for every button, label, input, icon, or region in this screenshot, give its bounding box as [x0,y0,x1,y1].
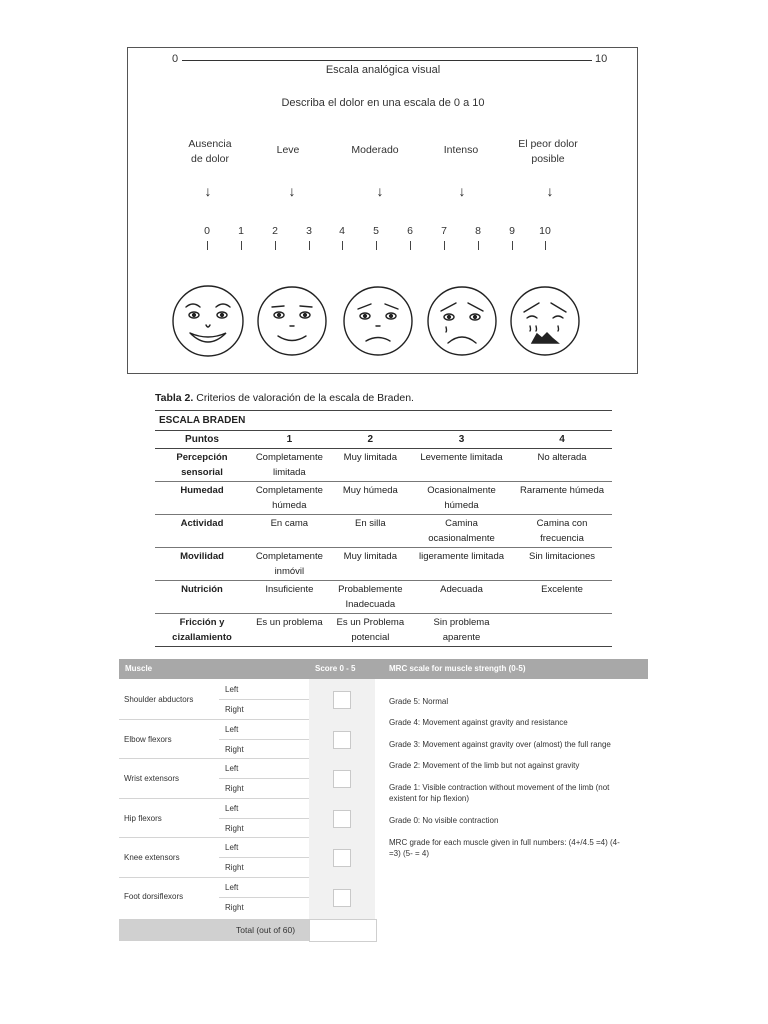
score-input[interactable] [333,731,351,749]
scale-number: 0 [204,225,210,237]
total-score-field[interactable] [309,919,377,942]
scale-tick [342,241,343,250]
braden-header: Puntos [155,431,249,449]
table-cell: Excelente [512,581,612,614]
score-input[interactable] [333,770,351,788]
down-arrow-icon: ↓ [376,183,384,199]
side-left-label: Left [225,725,239,734]
score-input[interactable] [333,810,351,828]
side-right-label: Right [225,784,244,793]
braden-table [155,410,612,647]
total-row [119,919,309,941]
side-left-label: Left [225,764,239,773]
side-left-label: Left [225,685,239,694]
scale-number: 10 [539,225,551,237]
muscle-label: Foot dorsiflexors [124,892,184,901]
braden-header: 1 [249,431,330,449]
scale-tick [410,241,411,250]
neutral-face-icon [344,287,412,355]
scale-tick [512,241,513,250]
table-cell: Muy limitada [330,548,411,581]
side-right-label: Right [225,745,244,754]
side-right-label: Right [225,863,244,872]
table-cell: Insuficiente [249,581,330,614]
grade-description: Grade 4: Movement against gravity and resistance [389,718,568,727]
total-label: Total (out of 60) [236,925,296,935]
side-right-label: Right [225,705,244,714]
row-label: Actividad [155,515,249,548]
descriptor-leve: Leve [276,144,300,156]
row-label: Movilidad [155,548,249,581]
descriptor-ausencia: Ausencia de dolor [188,138,232,165]
table-cell: Sin limitaciones [512,548,612,581]
braden-header: 3 [411,431,512,449]
table-cell: Levemente limitada [411,449,512,482]
scale-number: 5 [373,225,379,237]
grade-description: Grade 2: Movement of the limb but not against gravity [389,761,580,770]
mrc-table [119,659,648,941]
grade-description: Grade 1: Visible contraction without movement of the limb (not existent for hip flexion) [389,783,610,803]
scale-number: 7 [441,225,447,237]
header-scale: MRC scale for muscle strength (0-5) [389,664,526,673]
table-cell: Completamente inmóvil [249,548,330,581]
score-input[interactable] [333,849,351,867]
row-label: Humedad [155,482,249,515]
scale-tick [241,241,242,250]
braden-caption: Tabla 2. Criterios de valoración de la escala de Braden. [155,392,414,404]
side-left-label: Left [225,883,239,892]
table-cell: ligeramente limitada [411,548,512,581]
sad-face-icon [428,287,496,355]
pain-faces [170,280,590,362]
table-cell: Muy húmeda [330,482,411,515]
braden-header: 2 [330,431,411,449]
side-left-label: Left [225,843,239,852]
table-cell: Camina ocasionalmente [411,515,512,548]
down-arrow-icon: ↓ [458,183,466,199]
table-cell: Es un problema [249,614,330,647]
table-cell: Adecuada [411,581,512,614]
braden-header: 4 [512,431,612,449]
row-label: Nutrición [155,581,249,614]
scale-end-label: 10 [595,53,608,65]
braden-title: ESCALA BRADEN [155,411,612,431]
grade-description: Grade 3: Movement against gravity over (almost) the full range [389,740,611,749]
down-arrow-icon: ↓ [546,183,554,199]
muscle-label: Hip flexors [124,814,162,823]
header-muscle: Muscle [125,664,153,673]
row-label: Percepción sensorial [155,449,249,482]
crying-face-icon [511,287,579,355]
table-row [155,548,612,581]
scale-tick [444,241,445,250]
table-cell: Es un Problema potencial [330,614,411,647]
grade-description: MRC grade for each muscle given in full numbers: (4+/4.5 =4) (4- =3) (5- = 4) [389,838,620,858]
score-input[interactable] [333,889,351,907]
down-arrow-icon: ↓ [288,183,296,199]
table-cell: Raramente húmeda [512,482,612,515]
descriptor-intenso: Intenso [443,144,479,156]
scale-line [182,60,592,61]
table-cell: En silla [330,515,411,548]
muscle-label: Elbow flexors [124,735,172,744]
muscle-label: Wrist extensors [124,774,179,783]
header-score: Score 0 - 5 [315,664,356,673]
side-right-label: Right [225,824,244,833]
table-cell: Completamente húmeda [249,482,330,515]
grade-description: Grade 5: Normal [389,697,449,706]
scale-tick [478,241,479,250]
scale-tick [207,241,208,250]
mrc-header-row [119,659,648,679]
scale-number: 1 [238,225,244,237]
muscle-label: Shoulder abductors [124,695,194,704]
scale-tick [545,241,546,250]
table-row [155,614,612,647]
table-cell: Camina con frecuencia [512,515,612,548]
table-cell: Completamente limitada [249,449,330,482]
scale-number: 9 [509,225,515,237]
down-arrow-icon: ↓ [204,183,212,199]
table-cell: En cama [249,515,330,548]
table-cell [512,614,612,647]
table-cell: Probablemente Inadecuada [330,581,411,614]
score-column [309,679,375,920]
grade-description: Grade 0: No visible contraction [389,816,499,825]
scale-tick [309,241,310,250]
scale-number: 4 [339,225,345,237]
descriptor-peor-dolor: El peor dolor posible [518,138,578,165]
score-input[interactable] [333,691,351,709]
table-row [155,482,612,515]
side-left-label: Left [225,804,239,813]
scale-number: 8 [475,225,481,237]
scale-start-label: 0 [172,53,179,65]
very-happy-face-icon [173,286,243,356]
muscle-label: Knee extensors [124,853,180,862]
table-row [155,581,612,614]
scale-number: 3 [306,225,312,237]
side-right-label: Right [225,903,244,912]
table-row [155,515,612,548]
scale-title: Escala analógica visual [325,64,441,76]
table-row [155,449,612,482]
table-cell: Sin problema aparente [411,614,512,647]
scale-instruction: Describa el dolor en una escala de 0 a 10 [281,97,485,109]
row-label: Fricción y cizallamiento [155,614,249,647]
table-cell: No alterada [512,449,612,482]
descriptor-moderado: Moderado [351,144,399,156]
scale-tick [275,241,276,250]
table-cell: Muy limitada [330,449,411,482]
scale-number: 2 [272,225,278,237]
smiling-face-icon [258,287,326,355]
scale-number: 6 [407,225,413,237]
table-cell: Ocasionalmente húmeda [411,482,512,515]
scale-tick [376,241,377,250]
